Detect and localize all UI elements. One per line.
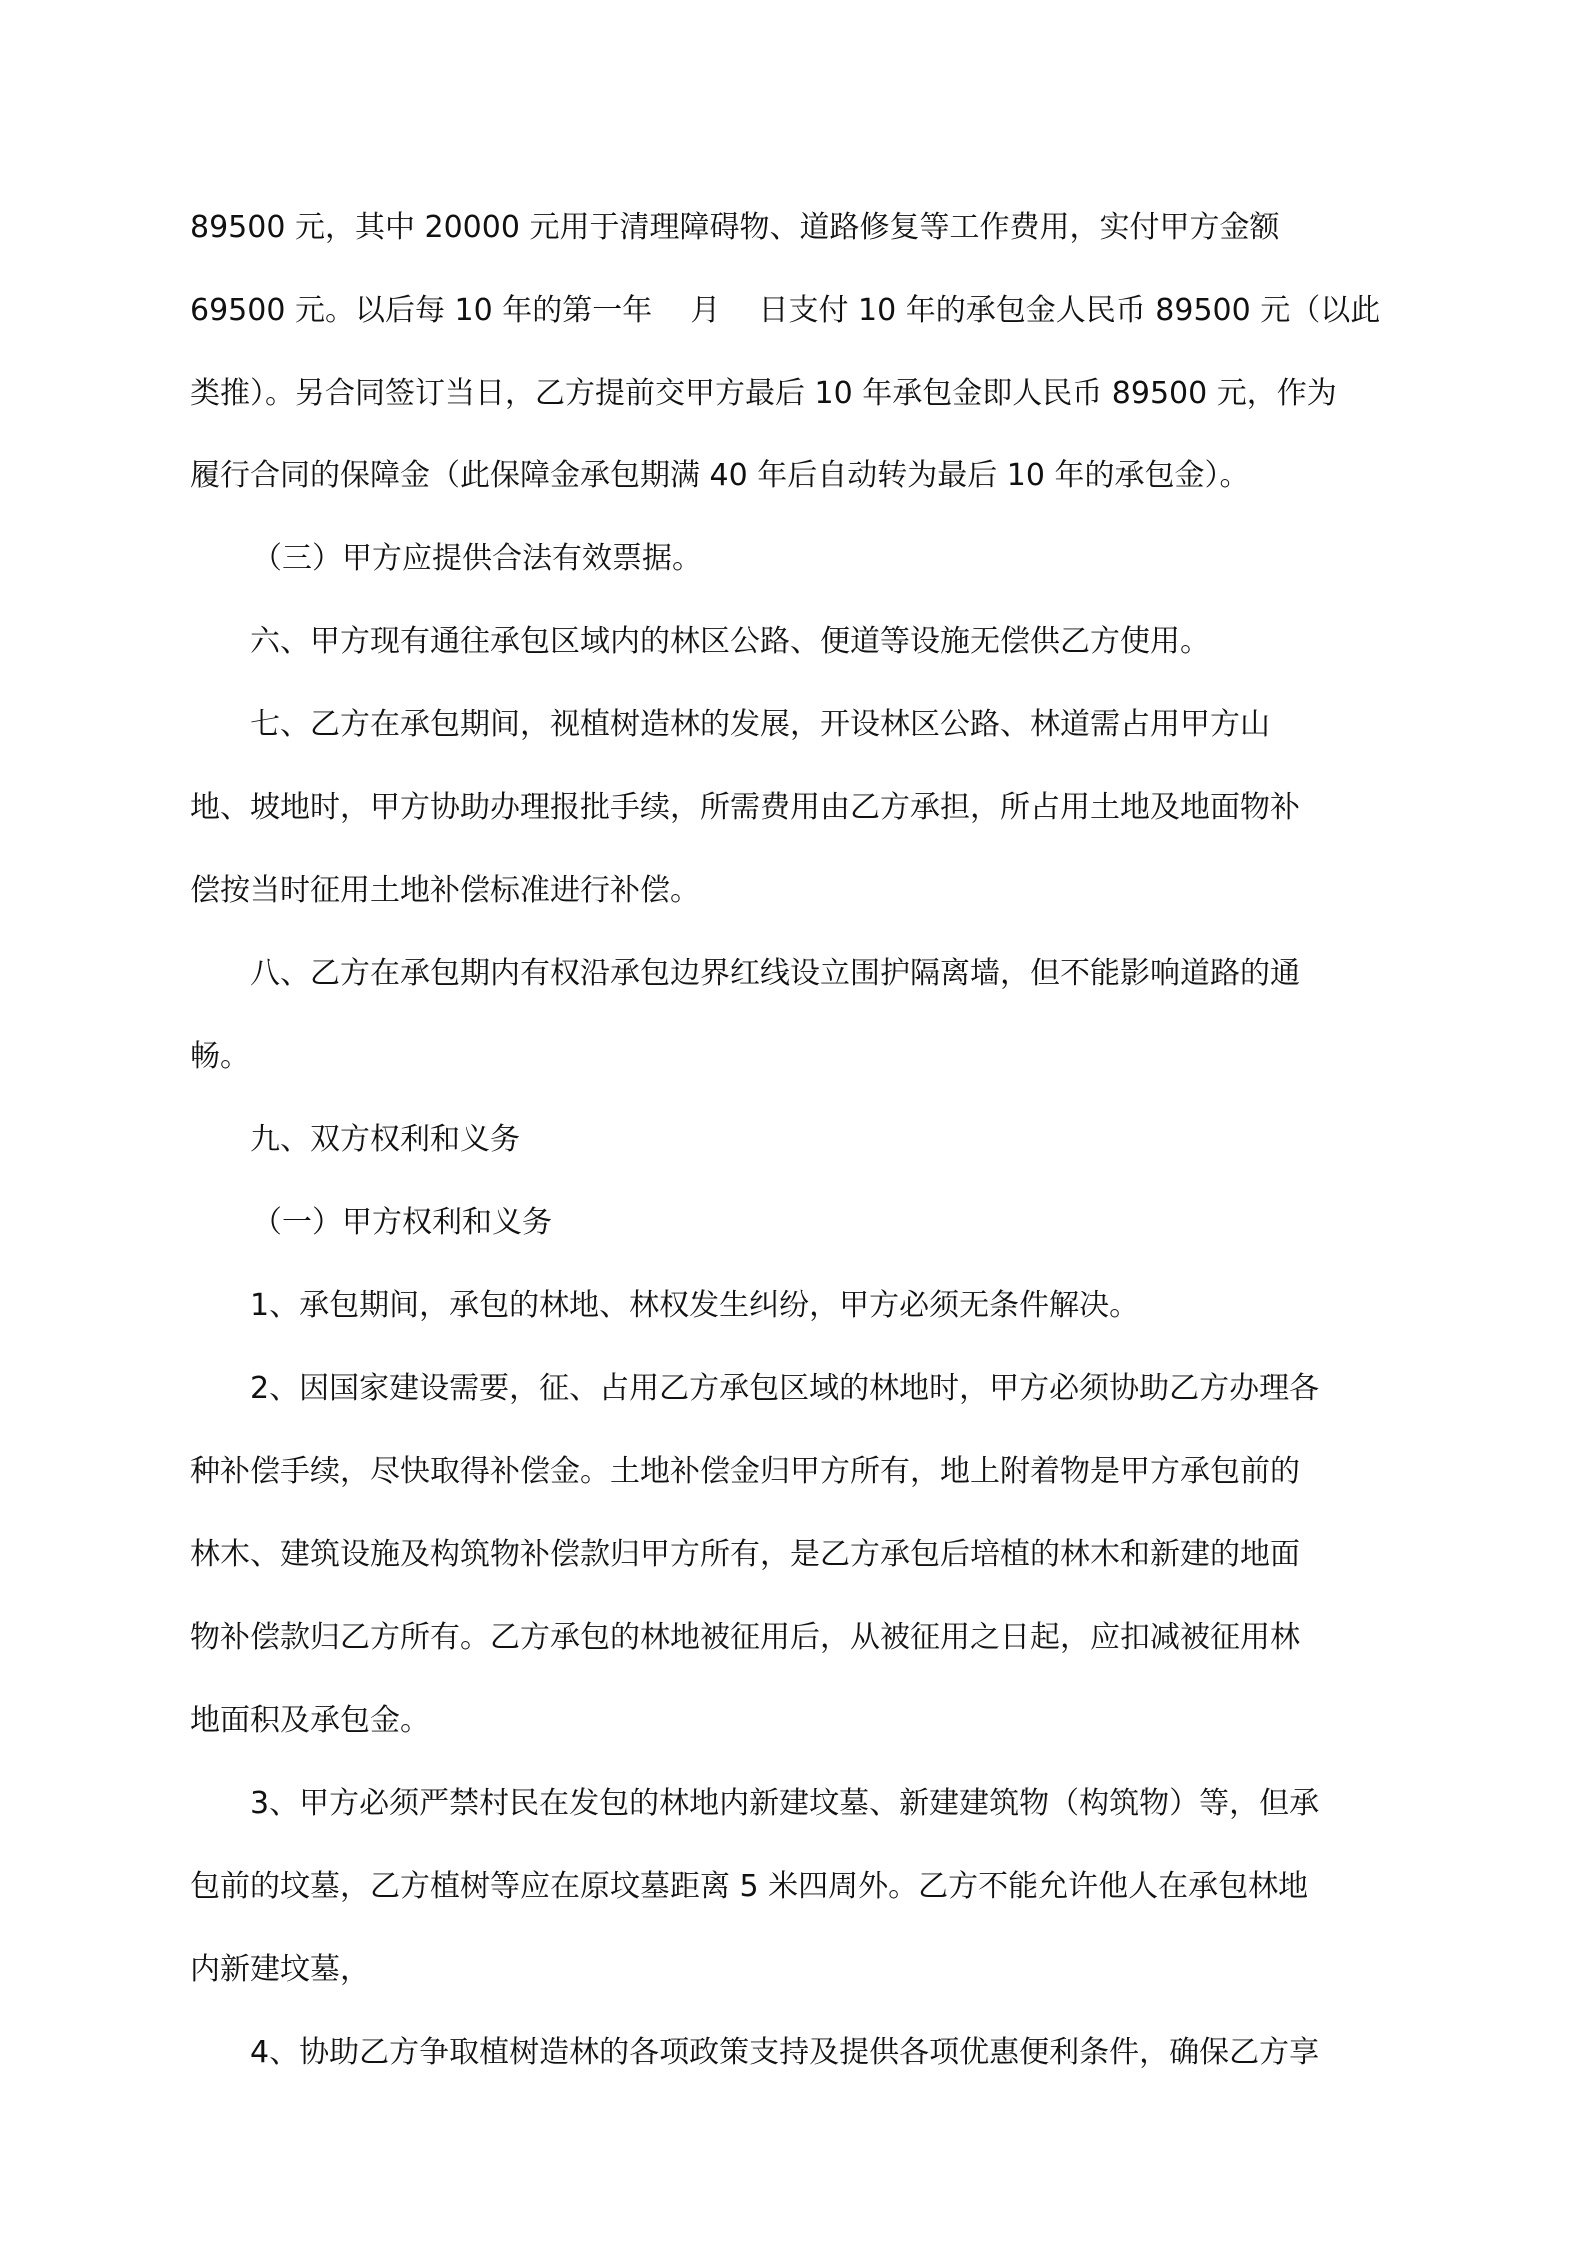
text-line: 物补偿款归乙方所有。乙方承包的林地被征用后，从被征用之日起，应扣减被征用林 xyxy=(190,1620,1300,1655)
text-line: 内新建坟墓， xyxy=(190,1952,370,1987)
text-line: 69500 元。以后每 10 年的第一年 月 日支付 10 年的承包金人民币 89500 元（以此 xyxy=(190,293,1381,328)
section-heading: （一）甲方权利和义务 xyxy=(252,1205,552,1240)
text-line: 地、坡地时，甲方协助办理报批手续，所需费用由乙方承担，所占用土地及地面物补 xyxy=(190,790,1300,825)
text-line: 八、乙方在承包期内有权沿承包边界红线设立围护隔离墙，但不能影响道路的通 xyxy=(250,956,1300,991)
text-line: 六、甲方现有通往承包区域内的林区公路、便道等设施无偿供乙方使用。 xyxy=(250,624,1210,659)
text-line: 4、协助乙方争取植树造林的各项政策支持及提供各项优惠便利条件，确保乙方享 xyxy=(250,2035,1320,2070)
text-line: 畅。 xyxy=(190,1039,250,1074)
text-line: 1、承包期间，承包的林地、林权发生纠纷，甲方必须无条件解决。 xyxy=(250,1288,1140,1323)
section-heading: （三）甲方应提供合法有效票据。 xyxy=(252,541,702,576)
text-line: 89500 元，其中 20000 元用于清理障碍物、道路修复等工作费用，实付甲方金额 xyxy=(190,210,1280,245)
text-line: 林木、建筑设施及构筑物补偿款归甲方所有，是乙方承包后培植的林木和新建的地面 xyxy=(190,1537,1300,1572)
text-line: 3、甲方必须严禁村民在发包的林地内新建坟墓、新建建筑物（构筑物）等，但承 xyxy=(250,1786,1320,1821)
text-line: 履行合同的保障金（此保障金承包期满 40 年后自动转为最后 10 年的承包金）。 xyxy=(190,458,1250,493)
text-line: 包前的坟墓，乙方植树等应在原坟墓距离 5 米四周外。乙方不能允许他人在承包林地 xyxy=(190,1869,1309,1904)
text-line: 地面积及承包金。 xyxy=(190,1703,430,1738)
text-line: 偿按当时征用土地补偿标准进行补偿。 xyxy=(190,873,700,908)
section-heading: 九、双方权利和义务 xyxy=(250,1122,520,1157)
text-line: 七、乙方在承包期间，视植树造林的发展，开设林区公路、林道需占用甲方山 xyxy=(250,707,1270,742)
text-line: 种补偿手续，尽快取得补偿金。土地补偿金归甲方所有，地上附着物是甲方承包前的 xyxy=(190,1454,1300,1489)
text-line: 2、因国家建设需要，征、占用乙方承包区域的林地时，甲方必须协助乙方办理各 xyxy=(250,1371,1320,1406)
text-line: 类推）。另合同签订当日，乙方提前交甲方最后 10 年承包金即人民币 89500 元，作为 xyxy=(190,376,1337,411)
